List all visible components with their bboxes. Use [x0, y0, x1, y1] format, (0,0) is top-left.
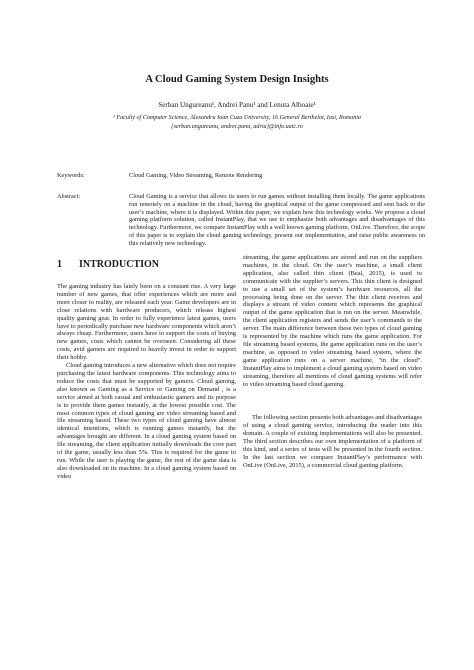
body-paragraph: streaming, the game applications are stored and run on the suppliers machines, in the cloud. On the user’s machine, a small client application, also called thin client (Beal, 2015), is used to communicate with the supplier’s servers. This thin client is designed to use a small set of the system’s hardware resources, all the processing being done on the server. The thin client receives and displays a stream of video content which represents the graphical output of the game application that is run on the server. Meanwhile, the client application registers and sends the user’s commands to the server. The main difference between these two types of cloud gaming is represented by the machine which runs the game application. For file streaming based systems, the game application runs on the user’s machine, as opposed to video streaming based system, where the game application runs on a server machine, "in the cloud". InstantPlay aims to implement a cloud gaming system based on video streaming, therefore all mentions of cloud gaming systems will refer to video streaming based cloud gaming.: [243, 254, 422, 388]
keywords-text: Cloud Gaming, Video Streaming, Remote Rendering: [129, 172, 263, 179]
body-paragraph: Cloud gaming introduces a new alternative which does not require purchasing the latest hardware components. This technology aims to reduce the costs that must be supported by gamers. Cloud gaming, also known as Gaming as a Service or Gaming on Demand , is a service aimed at both casual and enthusiastic gamers and its purpose is to provide them games instantly, at the lowest possible cost. The most common types of cloud gaming are video streaming based and file streaming based. These two types of cloud gaming have almost identical intentions, which is running games instantly, but the advantages brought are different. In a cloud gaming system based on file streaming, the client application initially downloads the core part of the game, usually less than 5%. This is required for the game to run. While the user is playing the game, the rest of the game data is also downloaded on its machine. In a cloud gaming system based on video: [57, 362, 236, 480]
abstract-text: Cloud Gaming is a service that allows its users to run games without installing them locally. The game applications run remotely on a machine in the cloud, having the graphical output of the game compressed and sent back to the user’s machine, where it is displayed. Within this paper, we explain how this technology works. We propose a cloud gaming platform solution, called InstantPlay, that we use to emphasize both advantages and disadvantages of this technology. Furthermore, we compare InstantPlay with a well known gaming platform, OnLive. Therefore, the scope of this paper is to explain the cloud gaming technology, present our implementation, and raise public awareness on this relatively new technology.: [129, 193, 425, 247]
keywords-label: Keywords:: [57, 172, 85, 179]
author-list: Serban Ungureanu¹, Andrei Panu¹ and Lenuta Alboaie¹: [158, 101, 316, 109]
section-title: INTRODUCTION: [79, 259, 160, 270]
right-column: [243, 254, 422, 470]
paper-title: A Cloud Gaming System Design Insights: [145, 74, 329, 85]
affiliation-block: [0, 114, 474, 132]
author-emails: {serban.ungureanu, andrei.panu, adria}@info.uaic.ro: [171, 124, 303, 130]
section-heading: [57, 259, 236, 271]
abstract-label: Abstract:: [57, 193, 81, 200]
section-number: 1: [57, 259, 62, 270]
affiliation: ¹ Faculty of Computer Science, Alexandru Ioan Cuza University, 16 General Berthelot, Iasi, Romania: [113, 115, 361, 121]
body-paragraph: The gaming industry has lately been on a constant rise. A very large number of new games, that offer experiences which are more and more closer to reality, are released each year. Game developers are in close relations with hardware producers, which release highest quality gaming gear. In order to fully experience latest games, users have to periodically purchase new hardware components which aren’t always cheap. Furthermore, users have to support the costs of buying new games, costs which cannot be overseen. Considering all these costs, avid gamers are required to heavily invest in order to support their hobby.: [57, 283, 236, 362]
left-column: [57, 259, 236, 481]
body-paragraph: The following section presents both advantages and disadvantages of using a cloud gaming service, introducing the reader into this domain. A couple of existing implementations will also be presented. The third section describes our own implementation of a platform of this kind, and a series of tests will be presented in the fourth section. In the last section we compare InstantPlay’s performance with OnLive (OnLive, 2015), a commercial cloud gaming platform.: [243, 414, 422, 469]
